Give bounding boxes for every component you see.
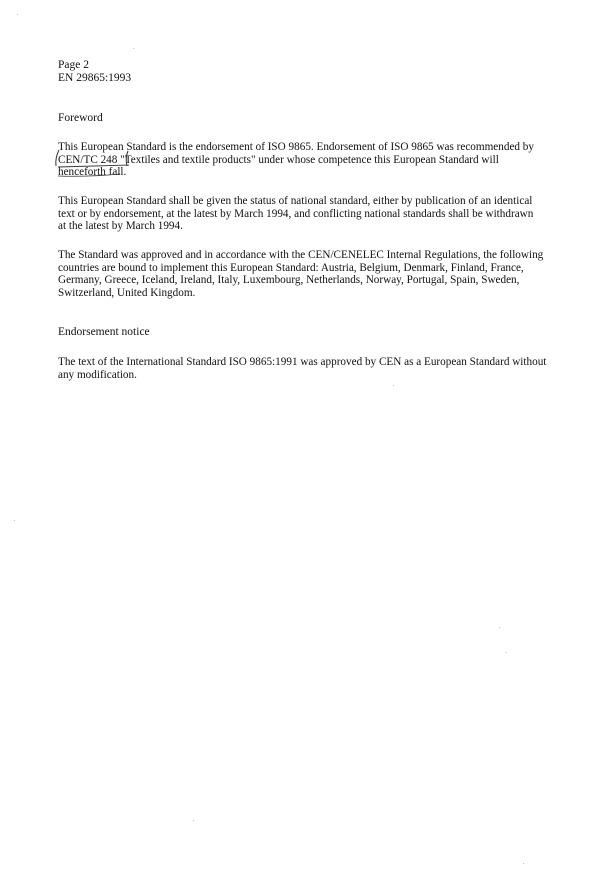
scan-speck — [506, 652, 507, 653]
scan-speck — [393, 385, 394, 386]
endorsement-heading: Endorsement notice — [58, 326, 150, 338]
p2-line-2: text or by endorsement, at the latest by March 1994, and conflicting national standards shall be withdrawn — [58, 207, 534, 220]
endorsement-line-1: The text of the International Standard ISO 9865:1991 was approved by CEN as a European Standard without — [58, 356, 547, 368]
foreword-paragraph-1 — [58, 141, 562, 179]
p3-line-2: countries are bound to implement this European Standard: Austria, Belgium, Denmark, Finland, France, — [58, 261, 524, 274]
scan-speck — [523, 863, 524, 864]
p2-line-3: at the latest by March 1994. — [58, 220, 183, 233]
p3-line-4: Switzerland, United Kingdom. — [58, 286, 196, 299]
endorsement-paragraph — [58, 356, 562, 381]
scan-speck — [193, 820, 194, 821]
p1-line-3: henceforth fall. — [58, 166, 127, 179]
p2-line-1: This European Standard shall be given the status of national standard, either by publication of an identical — [58, 195, 533, 207]
scan-speck — [14, 520, 15, 521]
page-number: Page 2 — [58, 59, 89, 71]
page-header — [58, 59, 131, 85]
scan-speck — [499, 627, 500, 628]
standard-number: EN 29865:1993 — [58, 72, 132, 84]
scan-speck — [17, 14, 18, 15]
foreword-paragraph-2 — [58, 195, 562, 233]
p1-line-2 — [58, 154, 562, 167]
foreword-paragraph-3 — [58, 249, 562, 299]
p1-line-1: This European Standard is the endorsement of ISO 9865. Endorsement of ISO 9865 was recommended by — [58, 141, 534, 153]
foreword-heading: Foreword — [58, 112, 103, 124]
p3-line-3: Germany, Greece, Iceland, Ireland, Italy, Luxembourg, Netherlands, Norway, Portugal, Spain, Sweden, — [58, 274, 520, 287]
committee-code: CEN/TC 248 — [58, 153, 118, 166]
committee-title: "Textiles and textile products" under whose competence this European Standard will — [120, 153, 499, 166]
committee-ref — [58, 154, 117, 167]
scan-speck — [133, 48, 134, 49]
endorsement-line-2: any modification. — [58, 368, 137, 381]
p3-line-1: The Standard was approved and in accordance with the CEN/CENELEC Internal Regulations, the following — [58, 249, 544, 261]
